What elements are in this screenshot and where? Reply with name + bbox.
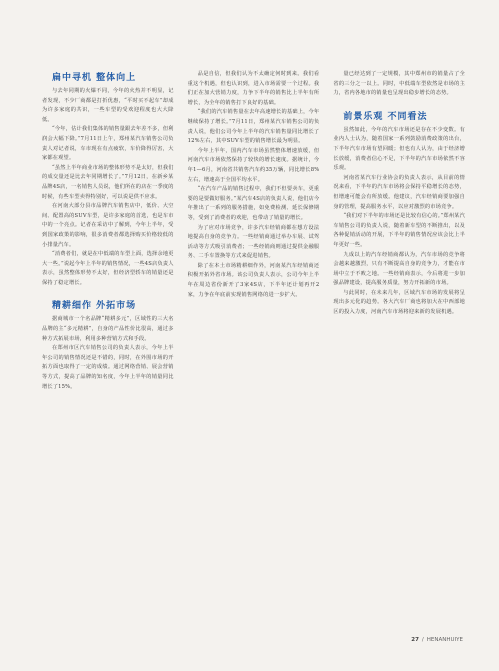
column-2: [188, 70, 320, 630]
page-number: 27: [411, 637, 419, 643]
paragraph: 量已经达到了一定规模，其中郑州市的销量占了全省的三分之一以上。同时，中低端车型依然是市场的主力，省内各地市的销量也呈现出稳步增长的态势。: [333, 71, 465, 97]
footer-separator: /: [421, 637, 424, 643]
paragraph: 除了在本土市场精耕细作外，河南某汽车经销商还积极开拓外省市场。该公司负责人表示，公司今年上半年在周边省份新开了3家4S店，下半年还计划再开2家，力争在年底前实现销售网络的进一步扩大。: [187, 262, 320, 298]
section-heading-2: 精耕细作 外拓市场: [52, 301, 137, 312]
paragraph: 河南省某汽车行业协会的负责人表示，从目前的情况来看，下半年的汽车市场将会保持平稳增长的态势，但增速可能会有所放缓。他建议，汽车经销商要加强自身的管理，提高服务水平，以应对激烈的市场竞争。: [333, 174, 465, 210]
paragraph: “今年，估计我们集体的销售量跟去年差不多，但利润会大幅下降。”7月11日上午，郑州某汽车销售公司负责人对记者说，车市现在有点疲软，车价降得厉害，大家都在观望。: [42, 126, 174, 162]
section-heading-1: 扁中寻机 整体向上: [52, 73, 137, 83]
publication-name: HENANHUIYE: [426, 637, 463, 643]
paragraph: 为了应对市场竞争，许多汽车经销商都在想方设法地提高自身的竞争力。一些经销商通过举办车展、试驾活动等方式吸引消费者；一些经销商则通过提供金融服务、二手车置换等方式来促进销售。: [187, 224, 320, 260]
paragraph: “消费者们，就是在中低端的车型上面，选择余地更大一些。”说起今年上半年的销售情况，一些4S店负责人表示，虽然整体形势不太好，但经济型轿车的销量还是保持了稳定增长。: [42, 251, 174, 286]
section-heading-3: 前景乐观 不同看法: [343, 111, 428, 122]
paragraph: 在郑州市区汽车销售公司的负责人表示，今年上半年公司的销售情况还是不错的，同时，在外围市场的开拓方面也取得了一定的成绩。通过网络营销、展会营销等方式，提高了品牌的知名度，今年上半年的销量同比增长了15%。: [42, 345, 174, 390]
paragraph: 虽然如此，今年的汽车市场还是存在不少变数。有业内人士认为，随着国家一系列鼓励消费政策的出台，下半年汽车市场有望回暖；但也有人认为，由于经济增长放缓，消费者信心不足，下半年的汽车市场依然不容乐观。: [333, 126, 465, 172]
paragraph: 品是自信，但我们认为不太确定何时到来。我们看重这个机遇，但也认识到，进入市场需要一个过程。我们正在加大营销力度，力争下半年的销售比上半年有所增长，为全年的销售打下良好的基础。: [187, 71, 320, 106]
paragraph: 据商城市一个名品牌“精耕多元”，区域性的三大名品牌的主“多元精耕”，自身的产品性价比很高，通过多种方式拓展市场，利用多种营销方式和手段。: [42, 316, 174, 342]
paragraph: 在河南大部分县市品牌汽车销售店中，低价、大空间、配置高的SUV车型，是许多家庭的首选，也是车市中的一个亮点。记者在采访中了解到，今年上半年，受到国家政策的影响，很多消费者都选择购买价格较低的小排量汽车。: [42, 203, 174, 248]
paragraph: “我们对下半年的市场还是比较有信心的。”郑州某汽车销售公司的负责人说，随着新车型的不断推出，以及各种促销活动的开展，下半年的销售情况应该会比上半年更好一些。: [333, 213, 465, 248]
paragraph: 与此同时，在未来几年，区域汽车市场的发展将呈现出多元化的趋势。各大汽车厂商也将加大在中西部地区的投入力度，河南汽车市场将迎来新的发展机遇。: [333, 289, 465, 316]
page-footer: [411, 637, 463, 643]
column-1: [42, 70, 174, 630]
paragraph: 九成以上的汽车经销商都认为，汽车市场的竞争将会越来越激烈，只有不断提高自身的竞争力，才能在市场中立于不败之地。一些经销商表示，今后将进一步加强品牌建设，提高服务质量，努力开拓新的市场。: [333, 251, 465, 287]
paragraph: “我们的汽车销售量在去年高速增长的基础上，今年继续保持了增长。”7月11日，郑州某汽车销售公司的负责人说，他们公司今年上半年的汽车销售量同比增长了12%左右，其中SUV车型的销售增长最为明显。: [187, 109, 320, 145]
paragraph: 与去年同期的火爆不同，今年的火热并不明显，记者发现，不少厂商都是打折优惠，“平时买不起车”却成为许多家庭的共识，一些车型的受欢迎程度也大大降低。: [42, 88, 174, 123]
column-3: [333, 70, 465, 630]
article-columns: [42, 70, 465, 630]
paragraph: 今年上半年，国内汽车市场虽然整体增速放缓，但河南汽车市场依然保持了较快的增长速度。据统计，今年1—6月，河南省共销售汽车约35万辆，同比增长8%左右，增速高于全国平均水平。: [187, 147, 320, 183]
paragraph: “在汽车产品的销售过程中，我们不但要卖车，更重要的是要做好服务。”某汽车4S店的负责人说，他们店今年推出了一系列的服务措施，如免费检测、延长保修期等，受到了消费者的欢迎，也带动了销量的增长。: [187, 186, 320, 221]
paragraph: “虽然上半年商业市场的整体形势不是太好，但我们的成交量还是比去年同期增长了。”7月12日，在新乡某品牌4S店，一名销售人员说，他们所在的店在一季度的时候，有些车型卖得特别好，可以说是供不应求。: [42, 164, 174, 200]
